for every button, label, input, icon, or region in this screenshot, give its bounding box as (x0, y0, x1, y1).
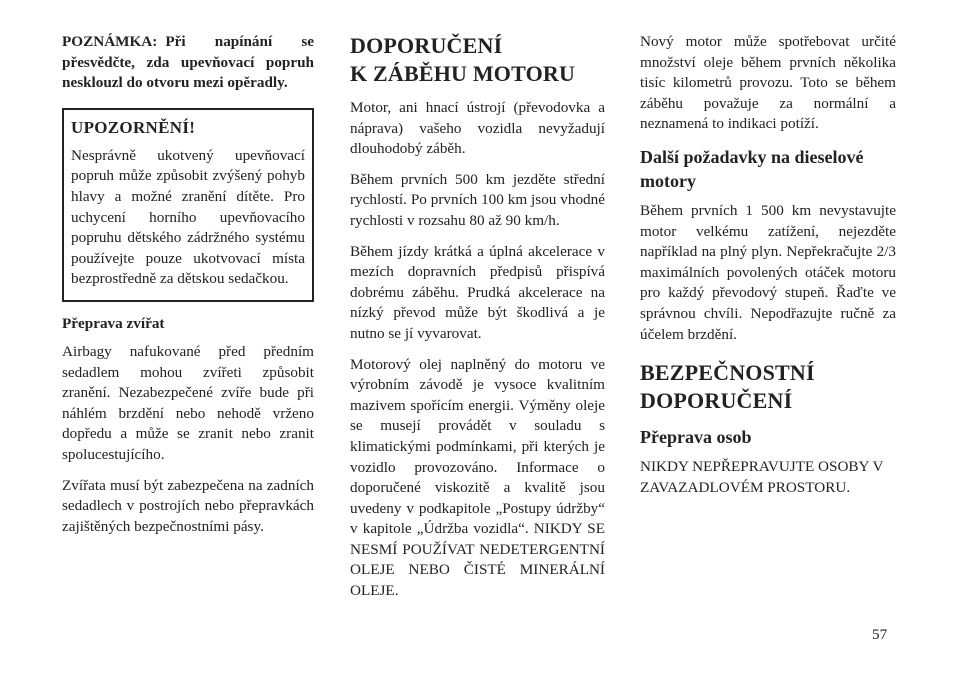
diesel-heading: Další požadavky na dieselové motory (640, 146, 864, 191)
persons-text: NIKDY NEPŘEPRAVUJTE OSOBY V ZAVAZADLOVÉM PROSTORU. (640, 458, 884, 496)
column-right (640, 32, 896, 508)
break-in-heading-line2: K ZÁBĚHU MOTORU (350, 61, 576, 86)
break-in-paragraph-2: Během prvních 500 km jezděte střední rychlostí. Po prvních 100 km jsou vhodné rychlosti v rozsahu 80 až 90 km/h. (350, 170, 605, 229)
warning-text: Nesprávně ukotvený upevňovací popruh může způsobit zvýšený pohyb hlavy a možné zranění dítěte. Pro uchycení horního upevňovacího popruhu dětského zádržného systému používejte pouze ukotvovací místa bezprostředně za dětskou sedačkou. (71, 146, 305, 288)
break-in-paragraph-3: Během jízdy krátká a úplná akcelerace v mezích dopravních předpisů přispívá dobrému záběhu. Prudká akcelerace na nízký převod může být škodlivá a je nutno se jí vyvarovat. (350, 242, 605, 342)
animals-heading: Přeprava zvířat (62, 314, 165, 332)
note-label: POZNÁMKA: (62, 33, 158, 50)
animals-paragraph-2: Zvířata musí být zabezpečena na zadních sedadlech v postrojích nebo přepravkách zajištěných bezpečnostními pásy. (62, 476, 314, 535)
safety-heading-line1: BEZPEČNOSTNÍ (640, 360, 815, 386)
note-text: Při napínání se přesvědčte, zda upevňovací popruh nesklouzl do otvoru mezi opěradly. (62, 33, 314, 92)
column-middle (350, 32, 605, 612)
break-in-heading-line1: DOPORUČENÍ (350, 33, 503, 58)
safety-heading-line2: DOPORUČENÍ (640, 388, 793, 414)
page-number: 57 (872, 626, 888, 643)
break-in-paragraph-4: Motorový olej naplněný do motoru ve výrobním závodě je vysoce kvalitním mazivem spořícím energii. Výměny oleje se musejí provádět v souladu s klimatickými podmínkami, při kterých je vozidlo provozováno. Informace o doporučené viskozitě a kvalitě jsou uvedeny v podkapitole „Postupy údržby“ v kapitole „Údržba vozidla“. NIKDY SE NESMÍ POUŽÍVAT NEDETERGENTNÍ OLEJE NEBO ČISTÉ MINERÁLNÍ OLEJE. (350, 355, 605, 600)
column-left (62, 32, 314, 547)
note-paragraph (62, 32, 314, 94)
persons-heading: Přeprava osob (640, 427, 752, 448)
warning-box (62, 108, 314, 302)
oil-consumption-paragraph: Nový motor může spotřebovat určité množství oleje během prvních několika tisíc kilometrů provozu. Toto se během záběhu považuje za normální a neznamená to indikaci potíží. (640, 33, 896, 133)
safety-heading (640, 359, 896, 415)
warning-title: UPOZORNĚNÍ! (71, 117, 196, 137)
break-in-heading (350, 32, 605, 88)
animals-paragraph-1: Airbagy nafukované před předním sedadlem mohou zvířeti způsobit zranění. Nezabezpečené zvíře bude při náhlém brzdění nebo nehodě vrženo dopředu a může se zranit nebo zranit spolucestujícího. (62, 342, 314, 463)
break-in-paragraph-1: Motor, ani hnací ústrojí (převodovka a náprava) vašeho vozidla nevyžadují dlouhodobý záběh. (350, 99, 605, 158)
diesel-paragraph: Během prvních 1 500 km nevystavujte motor velkému zatížení, nejezděte například na plný plyn. Nepřekračujte 2/3 maximálních povolených otáček motoru pro každý převodový stupeň. Řaďte ve správnou chvíli. Nepodřazujte ručně za účelem brzdění. (640, 201, 896, 343)
